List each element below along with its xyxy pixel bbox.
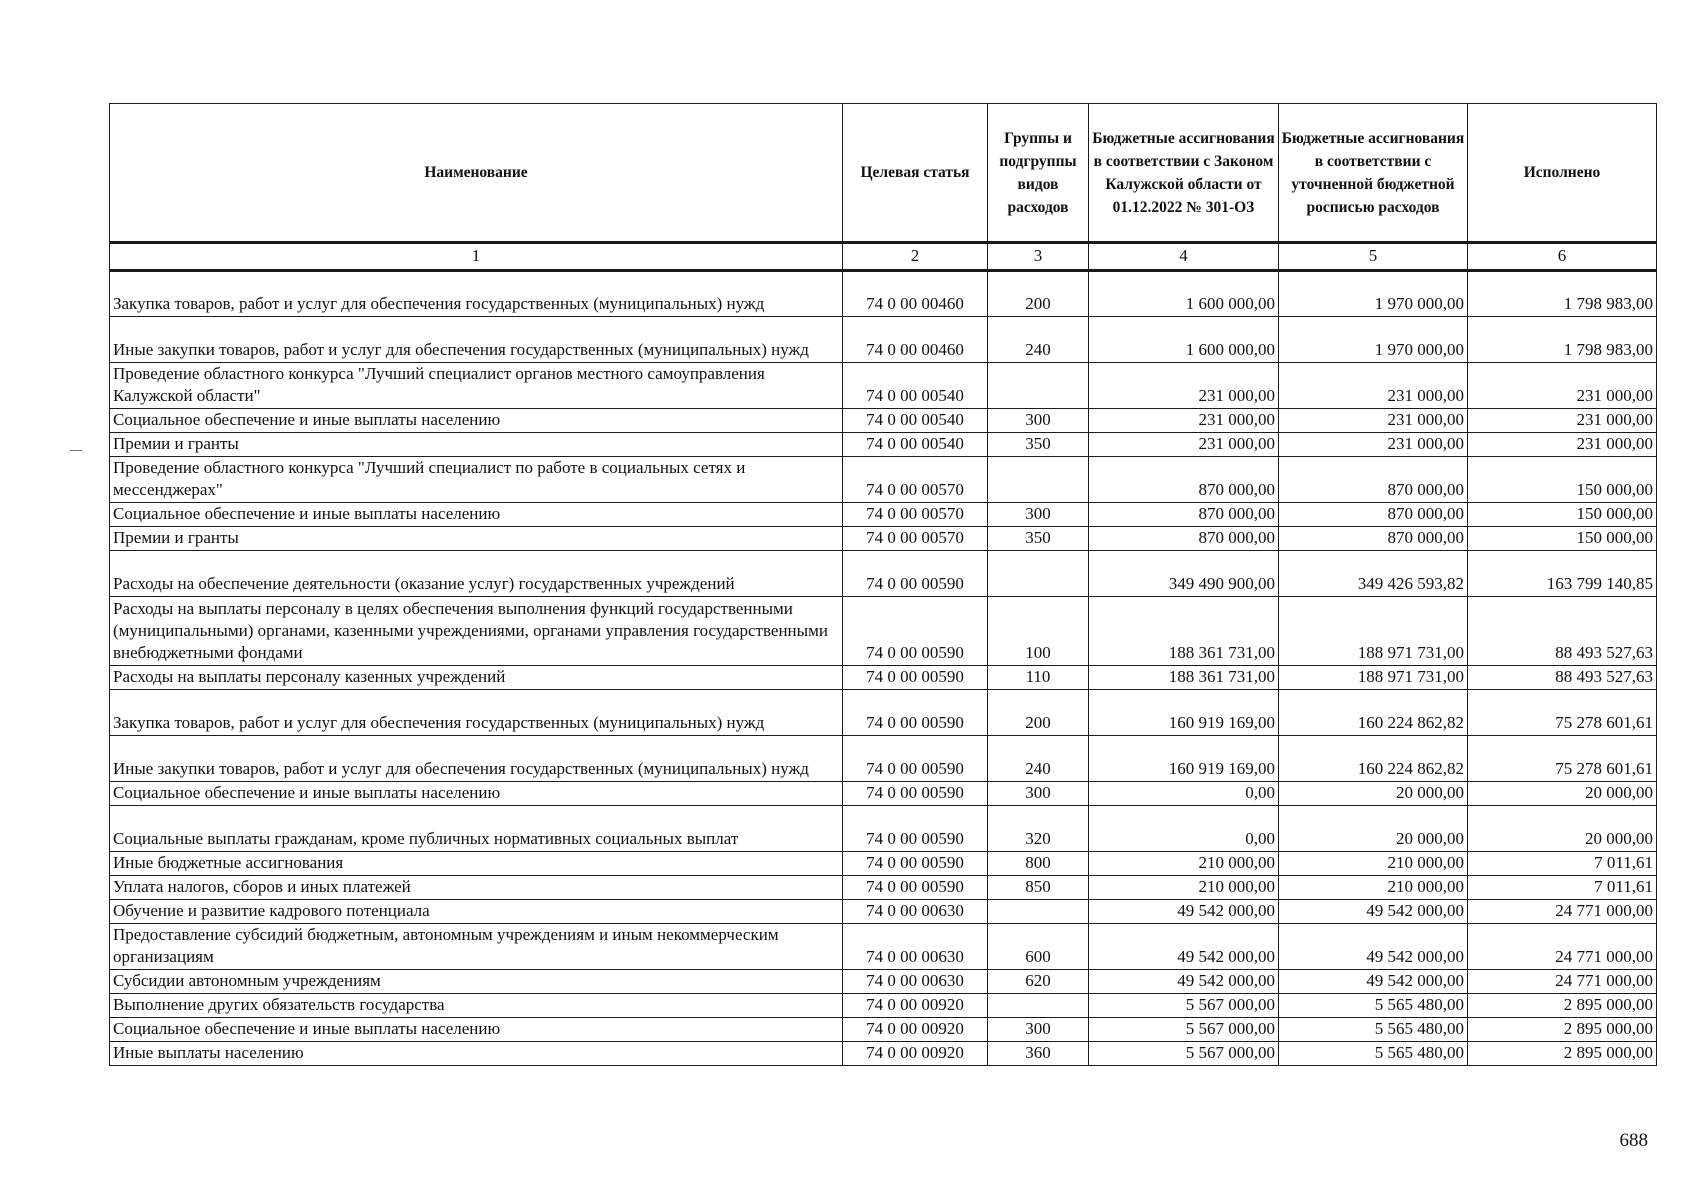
table-row	[110, 527, 1657, 551]
column-number: 3	[988, 243, 1089, 271]
row-expense-group	[988, 457, 1089, 503]
budget-table	[109, 103, 1657, 1066]
table-row	[110, 1042, 1657, 1066]
table-row	[110, 409, 1657, 433]
table-row	[110, 457, 1657, 503]
table-row	[110, 551, 1657, 597]
row-name: Проведение областного конкурса "Лучший специалист по работе в социальных сетях и мессенджерах"	[110, 457, 843, 503]
row-target-code: 74 0 00 00630	[843, 970, 988, 994]
row-executed: 7 011,61	[1468, 852, 1657, 876]
row-law-allocation: 160 919 169,00	[1089, 690, 1279, 736]
row-expense-group: 110	[988, 666, 1089, 690]
row-refined-allocation: 231 000,00	[1279, 363, 1468, 409]
row-law-allocation: 210 000,00	[1089, 876, 1279, 900]
header-group: Группы и подгруппы видов расходов	[988, 104, 1089, 243]
row-law-allocation: 231 000,00	[1089, 409, 1279, 433]
row-name: Иные закупки товаров, работ и услуг для обеспечения государственных (муниципальных) нужд	[110, 317, 843, 363]
row-executed: 7 011,61	[1468, 876, 1657, 900]
row-refined-allocation: 1 970 000,00	[1279, 317, 1468, 363]
row-name: Выполнение других обязательств государства	[110, 994, 843, 1018]
row-name: Расходы на обеспечение деятельности (оказание услуг) государственных учреждений	[110, 551, 843, 597]
row-target-code: 74 0 00 00590	[843, 876, 988, 900]
row-law-allocation: 49 542 000,00	[1089, 900, 1279, 924]
row-name: Социальные выплаты гражданам, кроме публичных нормативных социальных выплат	[110, 806, 843, 852]
row-expense-group: 600	[988, 924, 1089, 970]
row-expense-group: 240	[988, 317, 1089, 363]
row-refined-allocation: 160 224 862,82	[1279, 690, 1468, 736]
table-row	[110, 271, 1657, 317]
row-expense-group: 200	[988, 271, 1089, 317]
row-executed: 2 895 000,00	[1468, 1042, 1657, 1066]
row-law-allocation: 5 567 000,00	[1089, 1018, 1279, 1042]
row-executed: 2 895 000,00	[1468, 994, 1657, 1018]
row-law-allocation: 188 361 731,00	[1089, 597, 1279, 666]
row-law-allocation: 870 000,00	[1089, 527, 1279, 551]
row-target-code: 74 0 00 00540	[843, 363, 988, 409]
table-row	[110, 666, 1657, 690]
header-row	[110, 104, 1657, 243]
column-number: 1	[110, 243, 843, 271]
column-number-row	[110, 243, 1657, 271]
row-executed: 88 493 527,63	[1468, 597, 1657, 666]
row-refined-allocation: 231 000,00	[1279, 433, 1468, 457]
row-law-allocation: 0,00	[1089, 782, 1279, 806]
table-row	[110, 597, 1657, 666]
row-name: Иные бюджетные ассигнования	[110, 852, 843, 876]
row-expense-group	[988, 900, 1089, 924]
table-row	[110, 782, 1657, 806]
row-name: Проведение областного конкурса "Лучший специалист органов местного самоуправления Калужской области"	[110, 363, 843, 409]
header-name: Наименование	[110, 104, 843, 243]
row-expense-group	[988, 363, 1089, 409]
row-target-code: 74 0 00 00590	[843, 852, 988, 876]
margin-mark	[70, 450, 82, 451]
row-refined-allocation: 5 565 480,00	[1279, 1042, 1468, 1066]
row-executed: 1 798 983,00	[1468, 271, 1657, 317]
row-expense-group: 100	[988, 597, 1089, 666]
row-executed: 163 799 140,85	[1468, 551, 1657, 597]
row-expense-group: 620	[988, 970, 1089, 994]
row-name: Социальное обеспечение и иные выплаты населению	[110, 1018, 843, 1042]
row-expense-group: 360	[988, 1042, 1089, 1066]
column-number: 6	[1468, 243, 1657, 271]
row-name: Социальное обеспечение и иные выплаты населению	[110, 409, 843, 433]
row-name: Закупка товаров, работ и услуг для обеспечения государственных (муниципальных) нужд	[110, 271, 843, 317]
row-law-allocation: 231 000,00	[1089, 433, 1279, 457]
row-name: Социальное обеспечение и иные выплаты населению	[110, 782, 843, 806]
row-target-code: 74 0 00 00460	[843, 317, 988, 363]
row-expense-group: 350	[988, 433, 1089, 457]
row-expense-group: 300	[988, 503, 1089, 527]
page-number: 688	[1619, 1130, 1648, 1151]
row-target-code: 74 0 00 00590	[843, 690, 988, 736]
row-executed: 20 000,00	[1468, 782, 1657, 806]
row-refined-allocation: 20 000,00	[1279, 806, 1468, 852]
table-row	[110, 736, 1657, 782]
row-expense-group	[988, 551, 1089, 597]
row-refined-allocation: 210 000,00	[1279, 852, 1468, 876]
row-executed: 88 493 527,63	[1468, 666, 1657, 690]
row-executed: 150 000,00	[1468, 527, 1657, 551]
row-target-code: 74 0 00 00920	[843, 994, 988, 1018]
row-target-code: 74 0 00 00590	[843, 551, 988, 597]
row-target-code: 74 0 00 00590	[843, 782, 988, 806]
row-law-allocation: 160 919 169,00	[1089, 736, 1279, 782]
row-law-allocation: 5 567 000,00	[1089, 1042, 1279, 1066]
row-expense-group: 300	[988, 409, 1089, 433]
row-target-code: 74 0 00 00920	[843, 1042, 988, 1066]
table-row	[110, 924, 1657, 970]
row-name: Предоставление субсидий бюджетным, автономным учреждениям и иным некоммерческим организациям	[110, 924, 843, 970]
row-name: Субсидии автономным учреждениям	[110, 970, 843, 994]
row-law-allocation: 188 361 731,00	[1089, 666, 1279, 690]
row-refined-allocation: 160 224 862,82	[1279, 736, 1468, 782]
row-law-allocation: 5 567 000,00	[1089, 994, 1279, 1018]
table-row	[110, 876, 1657, 900]
row-name: Иные закупки товаров, работ и услуг для обеспечения государственных (муниципальных) нужд	[110, 736, 843, 782]
row-refined-allocation: 231 000,00	[1279, 409, 1468, 433]
row-target-code: 74 0 00 00920	[843, 1018, 988, 1042]
row-expense-group: 350	[988, 527, 1089, 551]
row-executed: 24 771 000,00	[1468, 924, 1657, 970]
row-law-allocation: 870 000,00	[1089, 503, 1279, 527]
row-name: Уплата налогов, сборов и иных платежей	[110, 876, 843, 900]
row-executed: 2 895 000,00	[1468, 1018, 1657, 1042]
column-number: 2	[843, 243, 988, 271]
table-row	[110, 970, 1657, 994]
header-law-allocation: Бюджетные ассигнования в соответствии с Законом Калужской области от 01.12.2022 № 301-ОЗ	[1089, 104, 1279, 243]
column-number: 4	[1089, 243, 1279, 271]
row-executed: 150 000,00	[1468, 457, 1657, 503]
row-name: Иные выплаты населению	[110, 1042, 843, 1066]
row-law-allocation: 870 000,00	[1089, 457, 1279, 503]
row-target-code: 74 0 00 00590	[843, 736, 988, 782]
row-target-code: 74 0 00 00570	[843, 503, 988, 527]
table-row	[110, 317, 1657, 363]
table-body	[110, 271, 1657, 1066]
row-refined-allocation: 49 542 000,00	[1279, 924, 1468, 970]
row-refined-allocation: 188 971 731,00	[1279, 597, 1468, 666]
row-executed: 24 771 000,00	[1468, 970, 1657, 994]
row-refined-allocation: 188 971 731,00	[1279, 666, 1468, 690]
row-target-code: 74 0 00 00590	[843, 597, 988, 666]
row-refined-allocation: 49 542 000,00	[1279, 900, 1468, 924]
row-name: Обучение и развитие кадрового потенциала	[110, 900, 843, 924]
row-refined-allocation: 870 000,00	[1279, 527, 1468, 551]
row-expense-group: 200	[988, 690, 1089, 736]
row-expense-group: 320	[988, 806, 1089, 852]
row-name: Закупка товаров, работ и услуг для обеспечения государственных (муниципальных) нужд	[110, 690, 843, 736]
row-executed: 75 278 601,61	[1468, 690, 1657, 736]
row-executed: 231 000,00	[1468, 363, 1657, 409]
row-executed: 20 000,00	[1468, 806, 1657, 852]
row-expense-group: 800	[988, 852, 1089, 876]
table-row	[110, 363, 1657, 409]
table-header	[110, 104, 1657, 271]
table-row	[110, 433, 1657, 457]
row-law-allocation: 0,00	[1089, 806, 1279, 852]
row-refined-allocation: 20 000,00	[1279, 782, 1468, 806]
row-target-code: 74 0 00 00630	[843, 900, 988, 924]
row-refined-allocation: 870 000,00	[1279, 457, 1468, 503]
row-name: Расходы на выплаты персоналу в целях обеспечения выполнения функций государственными (муниципальными) органами, казенными учреждениями, органами управления государственными внебюджетными фондами	[110, 597, 843, 666]
row-target-code: 74 0 00 00630	[843, 924, 988, 970]
row-target-code: 74 0 00 00570	[843, 527, 988, 551]
row-refined-allocation: 5 565 480,00	[1279, 994, 1468, 1018]
header-code: Целевая статья	[843, 104, 988, 243]
row-executed: 24 771 000,00	[1468, 900, 1657, 924]
row-refined-allocation: 49 542 000,00	[1279, 970, 1468, 994]
header-refined-allocation: Бюджетные ассигнования в соответствии с уточненной бюджетной росписью расходов	[1279, 104, 1468, 243]
row-law-allocation: 49 542 000,00	[1089, 970, 1279, 994]
row-refined-allocation: 349 426 593,82	[1279, 551, 1468, 597]
row-name: Премии и гранты	[110, 527, 843, 551]
row-refined-allocation: 870 000,00	[1279, 503, 1468, 527]
row-target-code: 74 0 00 00590	[843, 806, 988, 852]
table-row	[110, 900, 1657, 924]
table-row	[110, 994, 1657, 1018]
table-row	[110, 1018, 1657, 1042]
row-executed: 231 000,00	[1468, 433, 1657, 457]
row-law-allocation: 1 600 000,00	[1089, 271, 1279, 317]
table-row	[110, 806, 1657, 852]
row-law-allocation: 349 490 900,00	[1089, 551, 1279, 597]
header-executed: Исполнено	[1468, 104, 1657, 243]
row-law-allocation: 210 000,00	[1089, 852, 1279, 876]
row-name: Премии и гранты	[110, 433, 843, 457]
row-name: Расходы на выплаты персоналу казенных учреждений	[110, 666, 843, 690]
row-expense-group: 300	[988, 782, 1089, 806]
table-row	[110, 852, 1657, 876]
table-row	[110, 690, 1657, 736]
row-target-code: 74 0 00 00460	[843, 271, 988, 317]
row-target-code: 74 0 00 00540	[843, 433, 988, 457]
row-refined-allocation: 210 000,00	[1279, 876, 1468, 900]
row-expense-group: 850	[988, 876, 1089, 900]
row-executed: 75 278 601,61	[1468, 736, 1657, 782]
row-refined-allocation: 5 565 480,00	[1279, 1018, 1468, 1042]
row-executed: 1 798 983,00	[1468, 317, 1657, 363]
column-number: 5	[1279, 243, 1468, 271]
row-executed: 150 000,00	[1468, 503, 1657, 527]
table-row	[110, 503, 1657, 527]
row-target-code: 74 0 00 00570	[843, 457, 988, 503]
row-law-allocation: 231 000,00	[1089, 363, 1279, 409]
row-law-allocation: 1 600 000,00	[1089, 317, 1279, 363]
row-target-code: 74 0 00 00540	[843, 409, 988, 433]
row-target-code: 74 0 00 00590	[843, 666, 988, 690]
row-name: Социальное обеспечение и иные выплаты населению	[110, 503, 843, 527]
row-executed: 231 000,00	[1468, 409, 1657, 433]
row-expense-group: 300	[988, 1018, 1089, 1042]
row-law-allocation: 49 542 000,00	[1089, 924, 1279, 970]
row-expense-group: 240	[988, 736, 1089, 782]
row-expense-group	[988, 994, 1089, 1018]
row-refined-allocation: 1 970 000,00	[1279, 271, 1468, 317]
